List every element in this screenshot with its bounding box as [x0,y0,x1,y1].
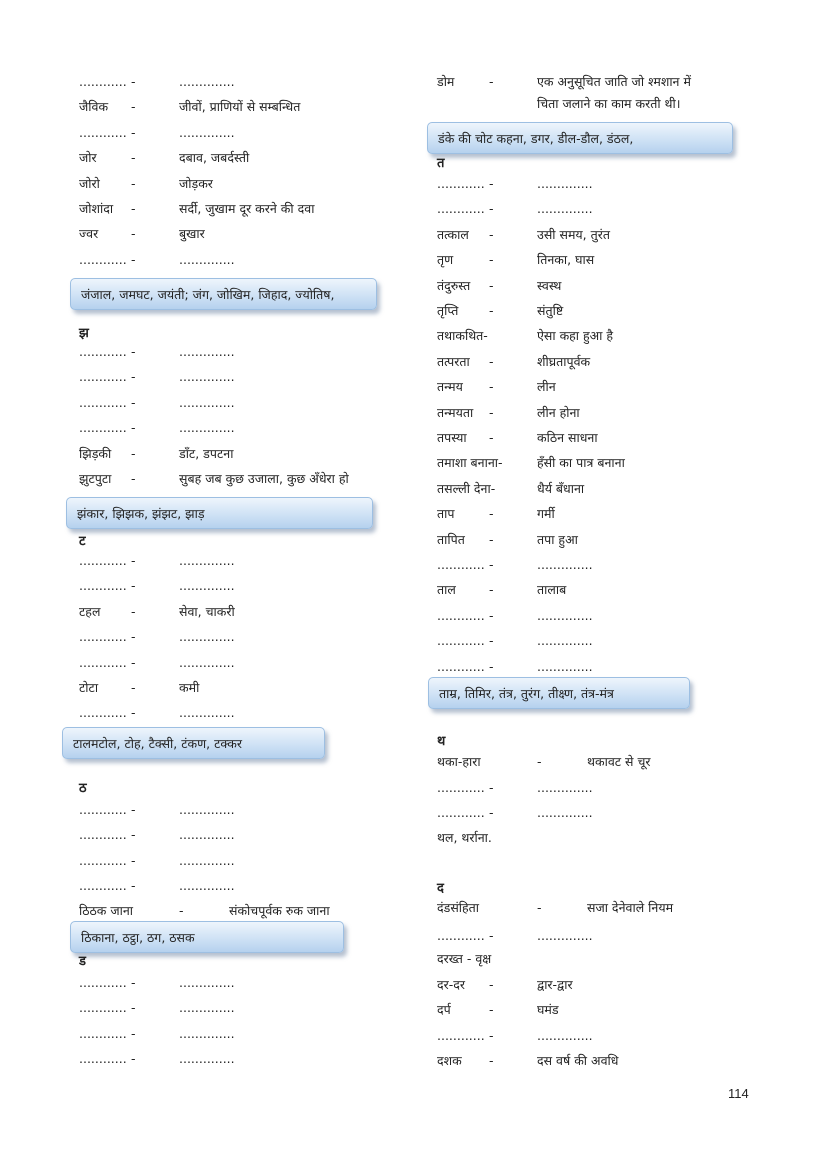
glossary-meaning: बुखार [179,226,205,242]
glossary-word: तत्परता [437,353,470,369]
section-letter: झ [79,326,89,341]
glossary-word: जोशांदा [79,201,114,216]
glossary-dash: - [131,1025,136,1041]
glossary-meaning: .............. [179,344,235,359]
glossary-dash: - [489,430,494,445]
glossary-dash: - [131,1000,136,1016]
glossary-word: थका-हारा [437,754,481,769]
glossary-meaning: .............. [179,553,235,568]
glossary-meaning: .............. [179,124,235,140]
glossary-dash: - [131,445,136,461]
glossary-meaning: .............. [537,607,593,623]
glossary-dash: - [489,977,494,992]
glossary-meaning: .............. [537,633,593,649]
highlight-box: जंजाल, जमघट, जयंती; जंग, जोखिम, जिहाद, ज्योतिष, [70,278,377,310]
glossary-meaning: सर्दी, जुखाम दूर करने की दवा [179,201,315,216]
glossary-word: टोटा [79,680,99,695]
glossary-dash: - [489,353,494,369]
glossary-meaning: .............. [179,802,235,817]
glossary-dash: - [131,251,136,267]
glossary-meaning: .............. [179,1051,235,1067]
glossary-word: तसल्ली देना- [437,480,496,496]
glossary-meaning: .............. [537,928,593,943]
glossary-meaning: .............. [537,176,593,191]
glossary-word: ............ [437,1027,485,1043]
glossary-word: ............ [437,658,485,674]
glossary-dash: - [489,74,494,89]
glossary-word: तत्काल [437,226,469,242]
glossary-word: दशक [437,1053,462,1069]
highlight-box: ताम्र, तिमिर, तंत्र, तुरंग, तीक्ष्ण, तंत्र-मंत्र [428,677,690,709]
glossary-dash: - [489,201,494,217]
glossary-meaning: .............. [179,629,235,645]
highlight-box: ठिकाना, ठट्ठा, ठग, ठसक [70,921,344,953]
glossary-meaning: .............. [179,705,235,721]
glossary-dash: - [131,654,136,670]
glossary-word: ............ [79,420,127,436]
section-letter: द [437,881,444,896]
glossary-word: टहल [79,603,101,619]
glossary-word: ............ [79,344,127,359]
glossary-meaning: .............. [537,1027,593,1043]
glossary-meaning: तिनका, घास [537,252,595,268]
glossary-dash: - [489,1053,494,1069]
glossary-word: ............ [79,802,127,817]
glossary-dash: - [131,124,136,140]
glossary-word: झिड़की [79,445,112,461]
glossary-meaning: .............. [179,251,235,267]
glossary-dash: - [131,369,136,385]
glossary-word: ............ [79,74,127,89]
glossary-meaning: संतुष्टि [537,303,564,318]
glossary-word: ............ [79,705,127,721]
highlight-box: टालमटोल, टोह, टैक्सी, टंकण, टक्कर [62,727,325,759]
glossary-word: ............ [79,827,127,843]
glossary-word: ............ [79,1000,127,1016]
glossary-dash: - [131,603,136,619]
glossary-word: ............ [79,251,127,267]
glossary-dash: - [131,553,136,568]
glossary-meaning: तालाब [537,582,567,598]
glossary-word: ............ [437,805,485,821]
glossary-meaning: संकोचपूर्वक रुक जाना [229,903,330,918]
glossary-word: डोम [437,74,455,89]
glossary-text: दरख्त - वृक्ष [437,951,492,966]
glossary-dash: - [489,531,494,547]
glossary-word: ............ [437,201,485,217]
glossary-word: ताल [437,582,456,598]
glossary-meaning: धैर्य बँधाना [537,480,585,496]
glossary-word: जैविक [79,99,109,115]
glossary-word: ............ [79,553,127,568]
glossary-dash: - [131,680,136,695]
glossary-meaning: द्वार-द्वार [537,977,573,992]
glossary-dash: - [131,226,136,242]
glossary-word: ............ [437,633,485,649]
glossary-meaning: .............. [537,780,593,795]
glossary-dash: - [131,827,136,843]
glossary-dash: - [489,780,494,795]
glossary-word: ............ [79,878,127,894]
glossary-meaning: गर्मी [537,506,555,522]
glossary-dash: - [489,404,494,420]
glossary-dash: - [131,201,136,216]
glossary-dash: - [131,471,136,486]
glossary-word: ज्वर [79,226,99,242]
glossary-meaning: .............. [179,369,235,385]
glossary-dash: - [489,607,494,623]
glossary-word: ............ [79,1051,127,1067]
glossary-dash: - [131,578,136,594]
glossary-word: तपस्या [437,430,467,445]
glossary-word: ............ [79,975,127,990]
glossary-word: तृण [437,252,454,268]
glossary-word: ताप [437,506,455,522]
glossary-meaning: .............. [179,1025,235,1041]
glossary-meaning: .............. [179,74,235,89]
glossary-dash: - [131,878,136,894]
glossary-dash: - [489,303,494,318]
glossary-dash: - [131,1051,136,1067]
section-letter: ठ [79,781,87,796]
highlight-box: डंके की चोट कहना, डगर, डील-डौल, डंठल, [427,122,733,154]
glossary-word: ............ [79,124,127,140]
glossary-dash: - [489,176,494,191]
glossary-word: दर्प [437,1002,451,1018]
glossary-meaning: शीघ्रतापूर्वक [537,353,591,369]
glossary-word: ............ [437,557,485,572]
glossary-dash: - [131,420,136,436]
glossary-dash: - [131,852,136,868]
glossary-meaning: .............. [537,557,593,572]
glossary-dash: - [131,975,136,990]
glossary-meaning: .............. [179,878,235,894]
glossary-word: दंडसंहिता [437,900,480,915]
glossary-meaning: .............. [537,658,593,674]
section-letter: ड [79,954,86,969]
glossary-meaning: .............. [179,394,235,410]
glossary-meaning: .............. [179,654,235,670]
glossary-dash: - [489,277,494,293]
glossary-meaning: .............. [179,1000,235,1016]
glossary-meaning: कठिन साधना [537,430,598,445]
glossary-dash: - [131,74,136,89]
glossary-dash: - [537,754,542,769]
glossary-meaning: जीवों, प्राणियों से सम्बन्धित [179,99,301,115]
glossary-word: जोरो [79,175,100,191]
glossary-dash: - [131,175,136,191]
glossary-dash: - [131,394,136,410]
glossary-dash: - [489,1002,494,1018]
glossary-meaning: .............. [179,827,235,843]
glossary-meaning: स्वस्थ [537,277,562,293]
glossary-dash: - [489,506,494,522]
glossary-meaning: ऐसा कहा हुआ है [537,328,614,344]
glossary-word: ............ [79,394,127,410]
glossary-meaning: घमंड [537,1002,559,1018]
glossary-meaning: थकावट से चूर [587,754,651,769]
glossary-dash: - [489,633,494,649]
glossary-dash: - [489,379,494,395]
glossary-dash: - [489,805,494,821]
glossary-word: ............ [79,369,127,385]
glossary-word: ............ [79,578,127,594]
glossary-word: जोर [79,150,97,166]
glossary-word: तन्मयता [437,404,474,420]
glossary-meaning: लीन होना [537,404,580,420]
glossary-word: दर-दर [437,977,466,992]
glossary-dash: - [489,252,494,268]
glossary-meaning: उसी समय, तुरंत [537,226,610,242]
glossary-dash: - [489,226,494,242]
glossary-dash: - [131,629,136,645]
glossary-word: ............ [437,780,485,795]
glossary-word: तन्मय [437,379,463,395]
glossary-meaning: एक अनुसूचित जाति जो श्मशान में [537,74,691,89]
glossary-dash: - [489,928,494,943]
glossary-meaning: सेवा, चाकरी [179,603,235,619]
glossary-meaning: .............. [537,805,593,821]
glossary-word: तापित [437,531,465,547]
glossary-dash: - [489,582,494,598]
page-number: 114 [728,1086,749,1101]
glossary-dash: - [489,1027,494,1043]
glossary-dash: - [131,150,136,166]
glossary-meaning: सजा देनेवाले नियम [587,900,674,915]
glossary-word: ............ [79,1025,127,1041]
glossary-word: ............ [437,928,485,943]
highlight-box: झंकार, झिझक, झंझट, झाड़ [66,497,373,529]
glossary-word: ............ [79,852,127,868]
glossary-meaning: .............. [179,975,235,990]
glossary-dash: - [489,557,494,572]
glossary-dash: - [131,99,136,115]
glossary-word: तथाकथित- [437,328,488,344]
glossary-meaning: कमी [179,680,200,695]
glossary-word: झुटपुटा [79,471,112,486]
glossary-text: चिता जलाने का काम करती थी। [537,96,681,111]
glossary-word: तमाशा बनाना- [437,455,503,471]
glossary-meaning: जोड़कर [179,175,213,191]
glossary-meaning: सुबह जब कुछ उजाला, कुछ अँधेरा हो [179,471,349,486]
glossary-word: ............ [79,654,127,670]
glossary-word: ठिठक जाना [79,903,134,918]
glossary-meaning: .............. [537,201,593,217]
glossary-meaning: हँसी का पात्र बनाना [537,455,625,471]
glossary-dash: - [537,900,542,915]
glossary-word: ............ [437,176,485,191]
glossary-dash: - [131,344,136,359]
glossary-dash: - [179,903,184,918]
section-letter: थ [437,734,446,749]
glossary-meaning: डाँट, डपटना [179,445,234,461]
glossary-word: ............ [437,607,485,623]
glossary-meaning: .............. [179,578,235,594]
glossary-dash: - [131,802,136,817]
glossary-dash: - [131,705,136,721]
glossary-meaning: .............. [179,852,235,868]
glossary-meaning: .............. [179,420,235,436]
glossary-word: तंदुरुस्त [437,277,471,293]
section-letter: त [437,156,445,171]
section-letter: ट [79,534,86,549]
glossary-dash: - [489,658,494,674]
glossary-meaning: दबाव, जबर्दस्ती [179,150,250,166]
glossary-meaning: दस वर्ष की अवधि [537,1053,619,1069]
glossary-meaning: लीन [537,379,556,395]
glossary-meaning: तपा हुआ [537,531,578,547]
glossary-word: ............ [79,629,127,645]
glossary-word: तृप्ति [437,303,459,318]
glossary-text: थल, थर्राना. [437,830,492,845]
